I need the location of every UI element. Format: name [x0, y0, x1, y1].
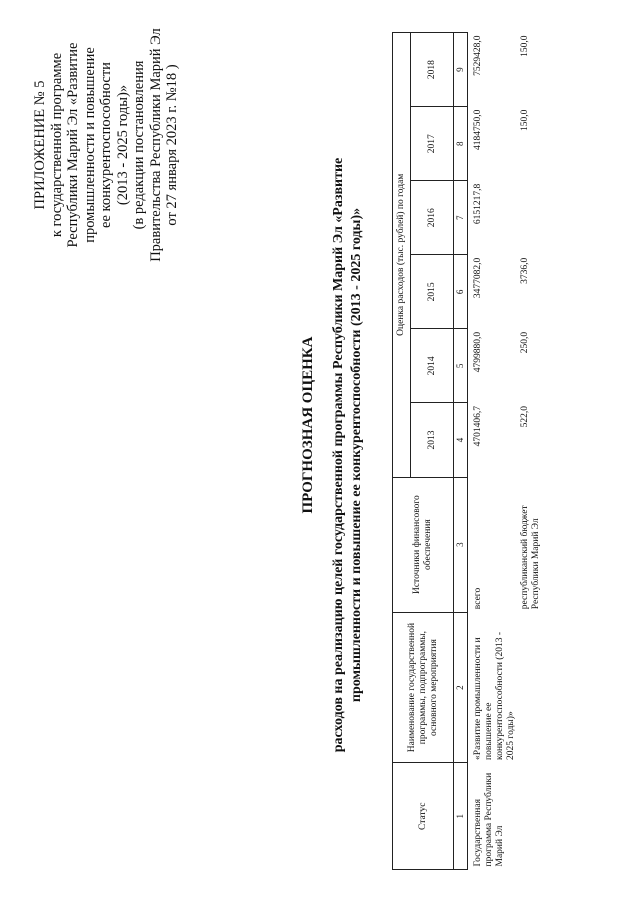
header-estimate: Оценка расходов (тыс. рублей) по годам — [393, 33, 411, 478]
row-value: 3477082,0 — [473, 257, 483, 299]
column-number: 9 — [454, 33, 468, 107]
header-year: 2015 — [411, 255, 454, 329]
row-value: 4799880,0 — [473, 331, 483, 373]
expense-table — [392, 32, 543, 870]
appendix-line: ее конкурентоспособности — [98, 62, 114, 228]
table-row — [468, 33, 520, 870]
appendix-line: Правительства Республики Марий Эл — [147, 28, 164, 262]
column-number: 6 — [454, 255, 468, 329]
row-value: 6151217,8 — [473, 183, 483, 225]
row-value: 3736,0 — [520, 257, 530, 284]
row-source: республиканский бюджет Республики Марий Эл — [520, 505, 541, 610]
document-title: ПРОГНОЗНАЯ ОЦЕНКА — [300, 336, 316, 514]
table-row — [519, 33, 543, 870]
column-number-row — [454, 33, 468, 870]
row-value: 150,0 — [520, 35, 530, 57]
column-number: 4 — [454, 403, 468, 477]
header-name: Наименование государственной программы, подпрограммы, основного мероприятия — [393, 612, 454, 763]
column-number: 8 — [454, 107, 468, 181]
header-year: 2016 — [411, 181, 454, 255]
row-value: 7529428,0 — [473, 35, 483, 76]
row-value: 4701406,7 — [473, 405, 483, 447]
column-number: 7 — [454, 181, 468, 255]
column-number: 1 — [454, 763, 468, 870]
column-number: 3 — [454, 477, 468, 612]
row-status — [519, 763, 543, 870]
column-number: 5 — [454, 329, 468, 403]
appendix-line: к государственной программе — [48, 52, 65, 238]
subtitle-line: промышленности и повышение ее конкурентоспособности (2013 - 2025 годы)» — [349, 207, 364, 703]
appendix-line: Республики Марий Эл «Развитие — [65, 42, 81, 248]
header-row — [393, 33, 411, 870]
header-status: Статус — [393, 763, 454, 870]
row-status: Государственная программа Республики Марий Эл — [473, 772, 505, 867]
header-year: 2014 — [411, 329, 454, 403]
row-value — [519, 181, 543, 255]
subtitle-line: расходов на реализацию целей государственной программы Республики Марий Эл «Развитие — [331, 157, 346, 753]
appendix-line: (в редакции постановления — [131, 60, 147, 230]
document-subtitle — [330, 65, 366, 845]
appendix-line: ПРИЛОЖЕНИЕ № 5 — [32, 80, 48, 210]
appendix-line: (2013 - 2025 годы)» — [114, 84, 131, 206]
row-name: «Развитие промышленности и повышение ее конкурентоспособности (2013 - 2025 годы)» — [473, 631, 516, 760]
appendix-line: промышленности и повышение — [81, 47, 98, 243]
row-value: 250,0 — [520, 331, 530, 354]
row-name — [519, 612, 543, 763]
header-year: 2013 — [411, 403, 454, 477]
row-value: 4184750,0 — [473, 109, 483, 151]
header-year: 2018 — [411, 33, 454, 107]
appendix-line: от 27 января 2023 г. №18 ) — [164, 64, 180, 226]
row-value: 522,0 — [520, 405, 530, 428]
header-year: 2017 — [411, 107, 454, 181]
column-number: 2 — [454, 612, 468, 763]
row-source: всего — [473, 587, 483, 610]
header-source: Источники финансового обеспечения — [393, 477, 454, 612]
row-value: 150,0 — [520, 109, 530, 132]
appendix-block — [32, 25, 181, 265]
